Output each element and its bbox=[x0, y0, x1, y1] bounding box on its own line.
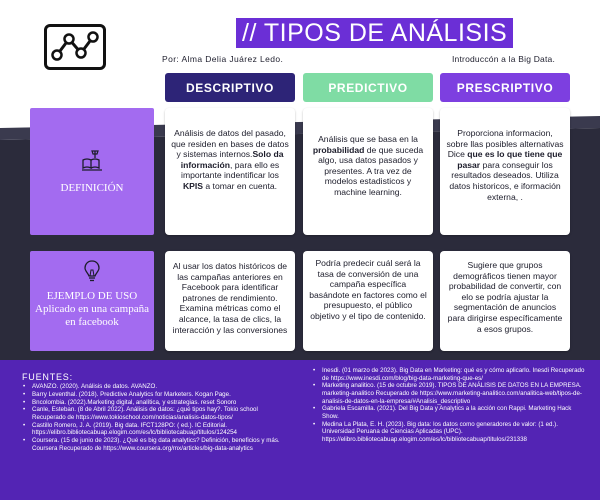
lightbulb-icon bbox=[83, 259, 101, 288]
cell-ejemplo-descriptivo: Al usar los datos históricos de las campañas anteriores en Facebook para identificar patrones de rendimiento. Examina métricas como el alcance, la tasa de clics, la interacción y las conversiones bbox=[165, 251, 295, 351]
cell-text-bold: Solo da información bbox=[180, 149, 284, 170]
sources-title: FUENTES: bbox=[22, 372, 73, 382]
sources-list-left bbox=[22, 383, 286, 452]
column-header-descriptivo: DESCRIPTIVO bbox=[165, 73, 295, 102]
cell-text-bold: probabilidad bbox=[312, 144, 365, 155]
cell-definicion-descriptivo bbox=[165, 108, 295, 235]
column-header-prescriptivo: PRESCRIPTIVO bbox=[440, 73, 570, 102]
cell-text-bold: KPIS bbox=[182, 180, 203, 191]
column-header-predictivo: PREDICTIVO bbox=[303, 73, 433, 102]
source-item: • Medina La Plata, E. H. (2023). Big data: los datos como generadores de valor: (1 ed.). Universidad Peruana de Ciencias Aplicadas (UPC). https://elibro.bibliotecabuap.elogim.com/es/lc/bibliotecabuap/titulos/231338 bbox=[312, 421, 588, 444]
cell-text: a tomar en cuenta. bbox=[203, 180, 278, 191]
source-item: • Bncolombia. (2022).Marketing digital, analítica, y estrategias. reset Sonoro bbox=[22, 399, 286, 407]
cell-text: para conseguir los resultados deseados. Utiliza datos historicos, e iformación externa, . bbox=[449, 159, 561, 202]
source-item: • Marketing analitico. (15 de octubre 2019). TIPOS DE ANÁLISIS DE DATOS EN LA EMPRESA. marketing-analitico Recuperado de https://www.marketing-analitico.com/analitica-web/tipos-de-analisis-de-datos-en-la-empresa/#Analisis_descriptivo bbox=[312, 382, 588, 405]
source-item: • Inesdi. (01 marzo de 2023). Big Data en Marketing: qué es y cómo aplicarlo. Inesdi Recuperado de https://www.inesdi.com/blog/big-data-marketing-que-es/ bbox=[312, 367, 588, 382]
source-item: • Coursera. (15 de junio de 2023). ¿Qué es big data analytics? Definición, beneficios y más. Coursera Recuperado de https://www.coursera.org/mx/articles/big-data-analytics bbox=[22, 437, 286, 452]
page-title: // TIPOS DE ANÁLISIS bbox=[242, 19, 508, 47]
cell-text: de que suceda algo, usa datos pasados y presentes. A tra vez de modelos estadisticos y machine learning. bbox=[318, 144, 424, 197]
cell-definicion-prescriptivo bbox=[440, 108, 570, 235]
author-line: Por: Alma Delia Juárez Ledo. bbox=[162, 54, 284, 64]
row-label-line2: Aplicado en una campaña en facebook bbox=[35, 303, 149, 328]
cell-definicion-predictivo bbox=[303, 108, 433, 235]
cell-ejemplo-prescriptivo: Sugiere que grupos demográficos tienen mayor probabilidad de convertir, con elo se podría ajustar la segmentación de anuncios para dirigirse específicamente a esos grupos. bbox=[440, 251, 570, 351]
page-title-banner bbox=[236, 18, 513, 48]
row-label-text bbox=[30, 290, 154, 329]
analytics-logo-icon bbox=[44, 24, 106, 70]
source-item: • Gabriela Escamilla. (2021). Del Big Data y Analytics a la acción con Rappi. Marketing Hack Show. bbox=[312, 405, 588, 420]
cell-text: Análisis de datos del pasado, que residen en bases de datos y sistemas internos. bbox=[171, 128, 289, 160]
source-item: • Castillo Romero, J. A. (2019). Big data. IFCT128PO: ( ed.). IC Editorial. https://elibro.bibliotecabuap.elogim.com/es/lc/bibliotecabuap/titulos/124254 bbox=[22, 422, 286, 437]
sources-list-right bbox=[312, 367, 588, 444]
cell-text: , para ello es importante indentificar los bbox=[181, 159, 280, 181]
row-label-line1: EJEMPLO DE USO bbox=[46, 290, 138, 302]
cell-ejemplo-predictivo: Podría predecir cuál será la tasa de conversión de una campaña específica basándote en factores como el presupuesto, el público objetivo y el tipo de contenido. bbox=[303, 251, 433, 351]
cell-text-bold: que es lo que tiene que pasar bbox=[457, 149, 563, 170]
row-label-definicion bbox=[30, 108, 154, 235]
source-item: • Canle, Esteban. (8 de Abril 2022). Análisis de datos: ¿qué tipos hay?. Tokio school Recuperado de https://www.tokioschool.com/noticias/analisis-datos-tipos/ bbox=[22, 406, 286, 421]
course-name: Introduccón a la Big Data. bbox=[452, 54, 556, 64]
cell-text: Proporciona informacion, sobre llas posibles alternativas Dice bbox=[446, 128, 564, 160]
cell-text: Análisis que se basa en la bbox=[318, 134, 418, 144]
row-label-text: DEFINICIÓN bbox=[60, 182, 124, 194]
source-item: • AVANZO. (2020). Análisis de datos. AVANZO. bbox=[22, 383, 286, 391]
row-label-ejemplo bbox=[30, 251, 154, 351]
book-lamp-icon bbox=[81, 148, 103, 177]
source-item: • Barry Leventhal. (2018). Predictive Analytics for Marketers. Kogan Page. bbox=[22, 391, 286, 399]
sources-panel bbox=[0, 360, 600, 500]
